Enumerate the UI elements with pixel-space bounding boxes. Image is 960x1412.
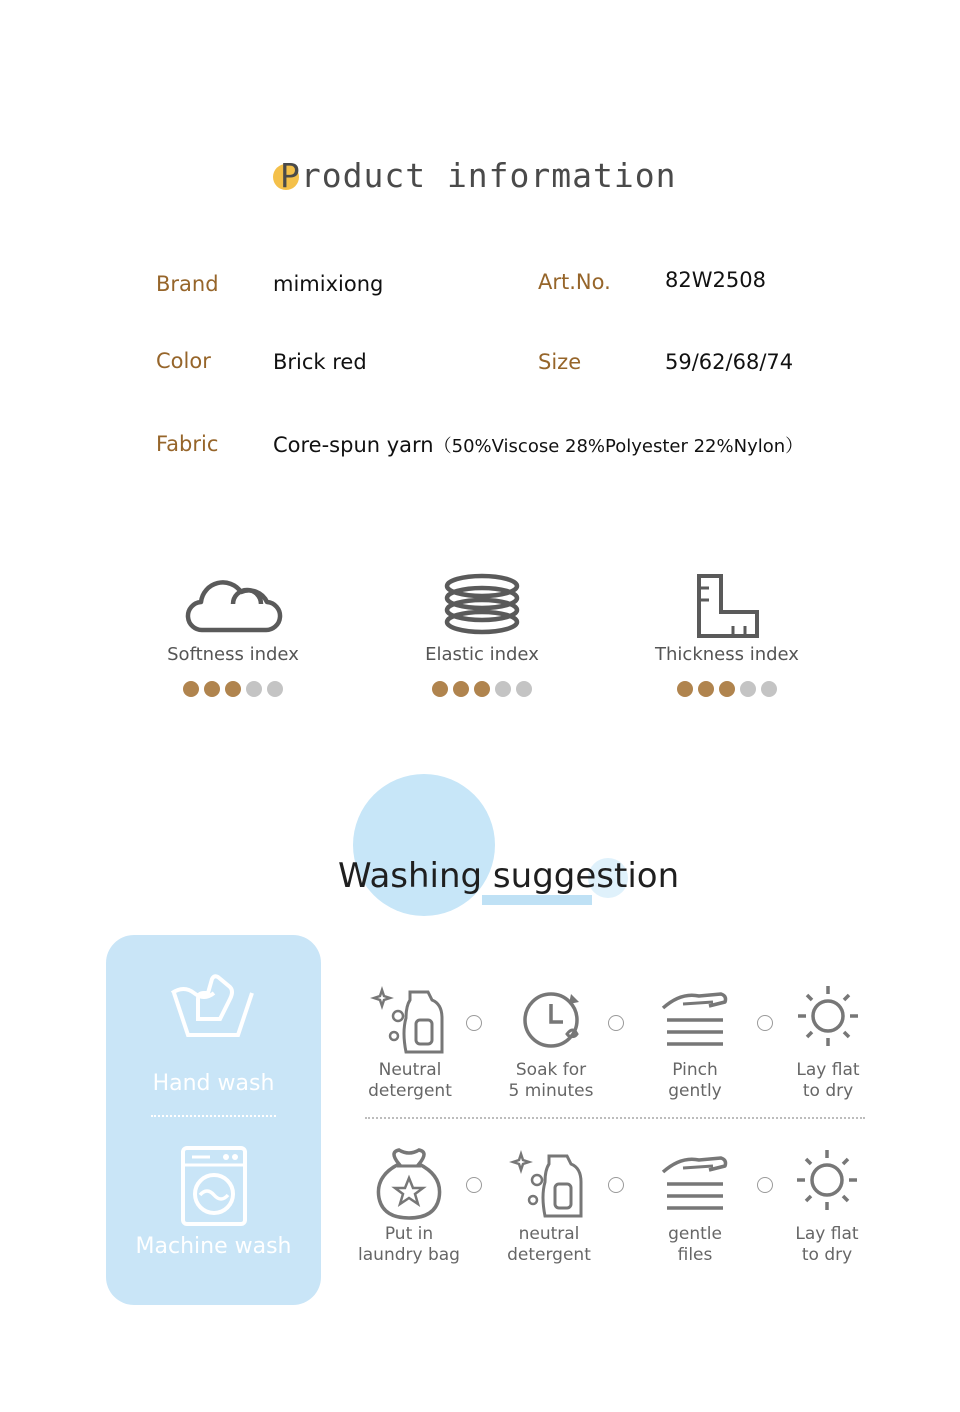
elastic-index xyxy=(382,568,582,697)
step-label-line1: Neutral xyxy=(378,1060,442,1080)
timer-icon xyxy=(511,982,591,1060)
rating-dot-filled xyxy=(453,681,469,697)
fabric-value xyxy=(273,432,803,458)
hand-pinch-icon xyxy=(655,1146,735,1224)
thickness-rating xyxy=(627,681,827,697)
step-label-line1: neutral xyxy=(518,1224,580,1244)
rating-dot-filled xyxy=(474,681,490,697)
wash-mode-panel xyxy=(106,935,321,1305)
washing-title: Washing suggestion xyxy=(338,856,680,896)
thickness-index-label: Thickness index xyxy=(655,644,799,665)
artno-value: 82W2508 xyxy=(665,268,766,292)
step-label-line1: Pinch xyxy=(672,1060,718,1080)
fabric-name: Core-spun yarn xyxy=(273,433,434,457)
machine-step-4 xyxy=(762,1146,892,1266)
thickness-index xyxy=(627,568,827,697)
step-arrow-icon xyxy=(466,1015,482,1031)
washing-machine-icon xyxy=(180,1145,248,1227)
rating-dot-filled xyxy=(698,681,714,697)
laundry-bag-icon xyxy=(369,1146,449,1224)
step-label-line2: detergent xyxy=(368,1081,452,1101)
rating-dot-empty xyxy=(740,681,756,697)
step-label-line1: Lay flat xyxy=(795,1224,859,1244)
rating-dot-filled xyxy=(719,681,735,697)
step-label-line2: laundry bag xyxy=(358,1245,460,1265)
step-label-line2: detergent xyxy=(507,1245,591,1265)
color-value: Brick red xyxy=(273,350,367,374)
step-label-line2: gently xyxy=(668,1081,722,1101)
rating-dot-filled xyxy=(183,681,199,697)
brand-label: Brand xyxy=(156,272,219,296)
hand-step-4 xyxy=(763,982,893,1102)
rating-dot-empty xyxy=(495,681,511,697)
size-label: Size xyxy=(538,350,582,374)
step-label-line2: 5 minutes xyxy=(508,1081,594,1101)
step-label-line2: to dry xyxy=(801,1245,853,1265)
rating-dot-empty xyxy=(761,681,777,697)
panel-divider xyxy=(151,1115,276,1117)
ruler-icon xyxy=(677,568,777,638)
rating-dot-empty xyxy=(246,681,262,697)
rating-dot-empty xyxy=(516,681,532,697)
step-label-line2: files xyxy=(677,1245,713,1265)
step-arrow-icon xyxy=(466,1177,482,1193)
hand-step-3 xyxy=(630,982,760,1102)
softness-rating xyxy=(133,681,333,697)
size-value: 59/62/68/74 xyxy=(665,350,794,374)
step-label-line1: Lay flat xyxy=(796,1060,860,1080)
color-label: Color xyxy=(156,349,211,373)
step-label-line1: gentle xyxy=(668,1224,722,1244)
detergent-bottle-icon xyxy=(370,982,450,1060)
fabric-label: Fabric xyxy=(156,432,219,456)
hand-step-2 xyxy=(486,982,616,1102)
fabric-composition: （50%Viscose 28%Polyester 22%Nylon） xyxy=(433,436,804,457)
step-arrow-icon xyxy=(608,1015,624,1031)
machine-step-1 xyxy=(344,1146,474,1266)
hand-step-1 xyxy=(345,982,475,1102)
hand-wash-label: Hand wash xyxy=(152,1071,275,1096)
coil-icon xyxy=(432,568,532,638)
step-label-line2: to dry xyxy=(802,1081,854,1101)
rating-dot-filled xyxy=(677,681,693,697)
softness-index-label: Softness index xyxy=(167,644,299,665)
page-title: Product information xyxy=(280,156,677,195)
hand-pinch-icon xyxy=(655,982,735,1060)
softness-index xyxy=(133,568,333,697)
steps-divider xyxy=(365,1117,865,1119)
rating-dot-empty xyxy=(267,681,283,697)
step-label-line1: Put in xyxy=(384,1224,434,1244)
elastic-rating xyxy=(382,681,582,697)
step-label-line1: Soak for xyxy=(515,1060,587,1080)
machine-step-2 xyxy=(484,1146,614,1266)
rating-dot-filled xyxy=(225,681,241,697)
brand-value: mimixiong xyxy=(273,272,384,296)
machine-step-3 xyxy=(630,1146,760,1266)
sun-icon xyxy=(787,1146,867,1224)
step-arrow-icon xyxy=(608,1177,624,1193)
elastic-index-label: Elastic index xyxy=(425,644,539,665)
sun-icon xyxy=(788,982,868,1060)
artno-label: Art.No. xyxy=(538,270,611,294)
rating-dot-filled xyxy=(432,681,448,697)
machine-wash-label: Machine wash xyxy=(135,1234,292,1259)
cloud-icon xyxy=(183,568,283,638)
detergent-bottle-icon xyxy=(509,1146,589,1224)
rating-dot-filled xyxy=(204,681,220,697)
title-underline xyxy=(482,895,592,905)
hand-wash-icon xyxy=(168,969,258,1039)
